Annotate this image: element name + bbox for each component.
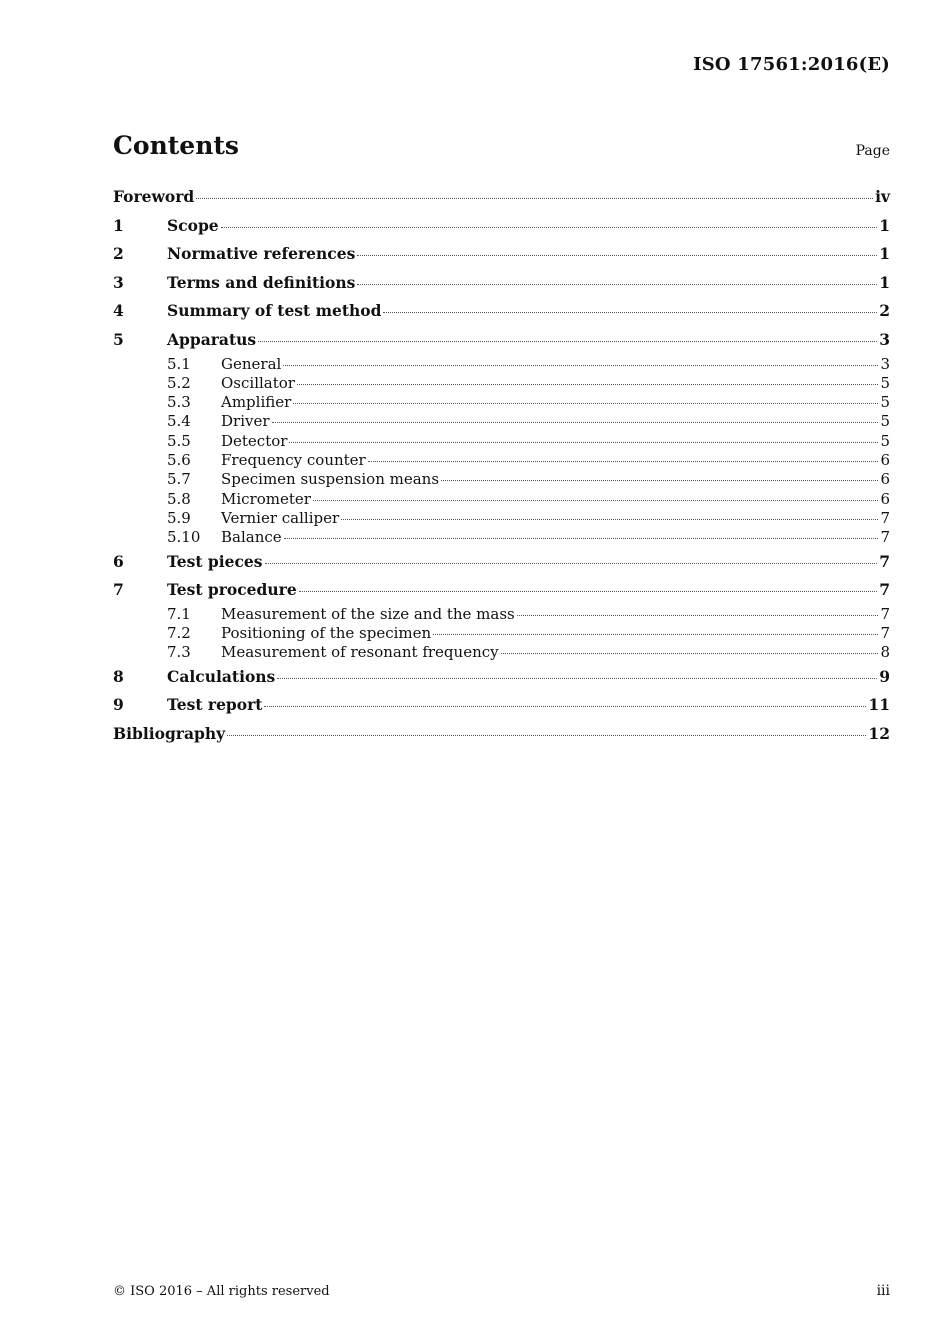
toc-entry-calculations[interactable] <box>113 663 890 692</box>
toc-entry-page: 7 <box>879 580 890 600</box>
toc-subentry[interactable] <box>113 528 890 547</box>
dot-leader <box>264 706 866 707</box>
toc-entry-apparatus[interactable] <box>113 326 890 355</box>
dot-leader <box>357 284 877 285</box>
toc-subentry-number: 5.10 <box>167 528 201 547</box>
toc-entry-number: 6 <box>113 551 124 571</box>
toc-entry-scope[interactable] <box>113 212 890 241</box>
toc-subentry-label: General <box>221 354 282 373</box>
dot-leader <box>221 227 878 228</box>
toc-subentry[interactable] <box>113 470 890 489</box>
toc-subentry-page: 7 <box>880 604 890 623</box>
toc-entry-page: 12 <box>868 723 890 743</box>
dot-leader <box>283 365 878 366</box>
toc-entry-summary-of-test-method[interactable] <box>113 297 890 326</box>
page-number: iii <box>876 1283 890 1299</box>
toc-subentry-number: 5.8 <box>167 489 191 508</box>
toc-subentry-page: 7 <box>880 508 890 527</box>
toc-subentry-label: Specimen suspension means <box>221 470 440 489</box>
toc-entry-label: Foreword <box>113 187 195 206</box>
table-of-contents <box>113 183 890 748</box>
toc-subentry-number: 5.5 <box>167 431 191 450</box>
toc-entry-number: 1 <box>113 215 124 235</box>
toc-subentry[interactable] <box>113 393 890 412</box>
toc-subentry-label: Vernier calliper <box>221 508 340 527</box>
toc-subentry-label: Amplifier <box>221 393 292 412</box>
dot-leader <box>297 384 878 385</box>
toc-subentry-label: Positioning of the specimen <box>221 624 432 643</box>
toc-entry-bibliography[interactable] <box>113 720 890 749</box>
toc-subentry[interactable] <box>113 374 890 393</box>
toc-subentry-page: 6 <box>880 470 890 489</box>
toc-entry-page: 9 <box>879 666 890 686</box>
toc-entry-number: 7 <box>113 580 124 600</box>
toc-entry-label: Bibliography <box>113 723 226 743</box>
toc-subentry-label: Micrometer <box>221 489 311 508</box>
toc-entry-label: Calculations <box>167 666 276 686</box>
dot-leader <box>313 500 879 501</box>
toc-subentry-number: 7.3 <box>167 643 191 662</box>
toc-subentry-page: 3 <box>880 354 890 373</box>
dot-leader <box>284 538 879 539</box>
toc-subentry-label: Frequency counter <box>221 451 366 470</box>
toc-subentry-label: Oscillator <box>221 373 295 392</box>
toc-subentry-label: Measurement of the size and the mass <box>221 604 515 623</box>
toc-subentry[interactable] <box>113 605 890 624</box>
toc-subentry-page: 5 <box>880 393 890 412</box>
toc-entry-number: 8 <box>113 666 124 686</box>
toc-entry-number: 2 <box>113 244 124 264</box>
toc-entry-label: Normative references <box>167 244 356 264</box>
toc-subentry-number: 5.7 <box>167 470 191 489</box>
dot-leader <box>357 255 877 256</box>
dot-leader <box>265 563 878 564</box>
toc-entry-test-report[interactable] <box>113 691 890 720</box>
toc-subentry[interactable] <box>113 355 890 374</box>
toc-subentry-page: 5 <box>880 412 890 431</box>
toc-subentry[interactable] <box>113 509 890 528</box>
toc-subentry-number: 5.1 <box>167 354 191 373</box>
toc-entry-page: 2 <box>879 301 890 321</box>
toc-subentry-page: 5 <box>880 431 890 450</box>
toc-subentry-number: 5.9 <box>167 508 191 527</box>
toc-entry-label: Test pieces <box>167 551 263 571</box>
toc-subentry[interactable] <box>113 432 890 451</box>
toc-subentry[interactable] <box>113 643 890 662</box>
dot-leader <box>299 591 878 592</box>
toc-entry-page: 1 <box>879 215 890 235</box>
toc-entry-page: 3 <box>879 329 890 349</box>
dot-leader <box>289 442 878 443</box>
dot-leader <box>341 519 878 520</box>
dot-leader <box>227 735 866 736</box>
document-id: ISO 17561:2016(E) <box>693 54 890 75</box>
toc-subentry-label: Detector <box>221 431 288 450</box>
toc-entry-foreword[interactable] <box>113 183 890 212</box>
toc-subentry-number: 5.3 <box>167 393 191 412</box>
toc-entry-label: Test procedure <box>167 580 297 600</box>
toc-entry-page: iv <box>875 187 890 206</box>
dot-leader <box>441 480 878 481</box>
dot-leader <box>368 461 879 462</box>
toc-subentry-label: Balance <box>221 528 282 547</box>
toc-entry-number: 4 <box>113 301 124 321</box>
toc-subentry-page: 5 <box>880 373 890 392</box>
toc-entry-test-pieces[interactable] <box>113 548 890 577</box>
toc-entry-number: 3 <box>113 272 124 292</box>
toc-subentry-page: 7 <box>880 624 890 643</box>
toc-subentry-page: 7 <box>880 528 890 547</box>
copyright-notice: © ISO 2016 – All rights reserved <box>113 1284 330 1299</box>
dot-leader <box>196 198 873 199</box>
toc-subentry[interactable] <box>113 412 890 431</box>
toc-subentry[interactable] <box>113 490 890 509</box>
toc-entry-label: Summary of test method <box>167 301 382 321</box>
dot-leader <box>272 422 879 423</box>
toc-entry-label: Apparatus <box>167 329 257 349</box>
toc-subentry-page: 6 <box>880 451 890 470</box>
page-column-label: Page <box>855 143 890 159</box>
toc-entry-test-procedure[interactable] <box>113 576 890 605</box>
toc-entry-normative-references[interactable] <box>113 240 890 269</box>
dot-leader <box>501 653 879 654</box>
toc-entry-number: 9 <box>113 695 124 715</box>
toc-subentry-label: Measurement of resonant frequency <box>221 643 499 662</box>
toc-subentry-number: 5.6 <box>167 451 191 470</box>
toc-entry-number: 5 <box>113 329 124 349</box>
dot-leader <box>517 615 879 616</box>
toc-subentry-number: 7.2 <box>167 624 191 643</box>
toc-subentry-page: 6 <box>880 489 890 508</box>
toc-subentry-number: 5.2 <box>167 373 191 392</box>
toc-subentry[interactable] <box>113 624 890 643</box>
dot-leader <box>433 634 878 635</box>
dot-leader <box>258 341 877 342</box>
dot-leader <box>383 312 877 313</box>
toc-entry-page: 7 <box>879 551 890 571</box>
toc-entry-label: Test report <box>167 695 263 715</box>
dot-leader <box>277 678 877 679</box>
toc-subentry[interactable] <box>113 451 890 470</box>
toc-entry-page: 1 <box>879 244 890 264</box>
toc-subentry-number: 5.4 <box>167 412 191 431</box>
toc-entry-label: Scope <box>167 215 219 235</box>
contents-title: Contents <box>113 131 240 160</box>
toc-subentry-page: 8 <box>880 643 890 662</box>
toc-entry-terms-and-definitions[interactable] <box>113 269 890 298</box>
toc-subentry-label: Driver <box>221 412 270 431</box>
toc-subentry-number: 7.1 <box>167 604 191 623</box>
dot-leader <box>293 403 878 404</box>
toc-entry-page: 1 <box>879 272 890 292</box>
toc-entry-page: 11 <box>868 695 890 715</box>
toc-entry-label: Terms and definitions <box>167 272 356 292</box>
